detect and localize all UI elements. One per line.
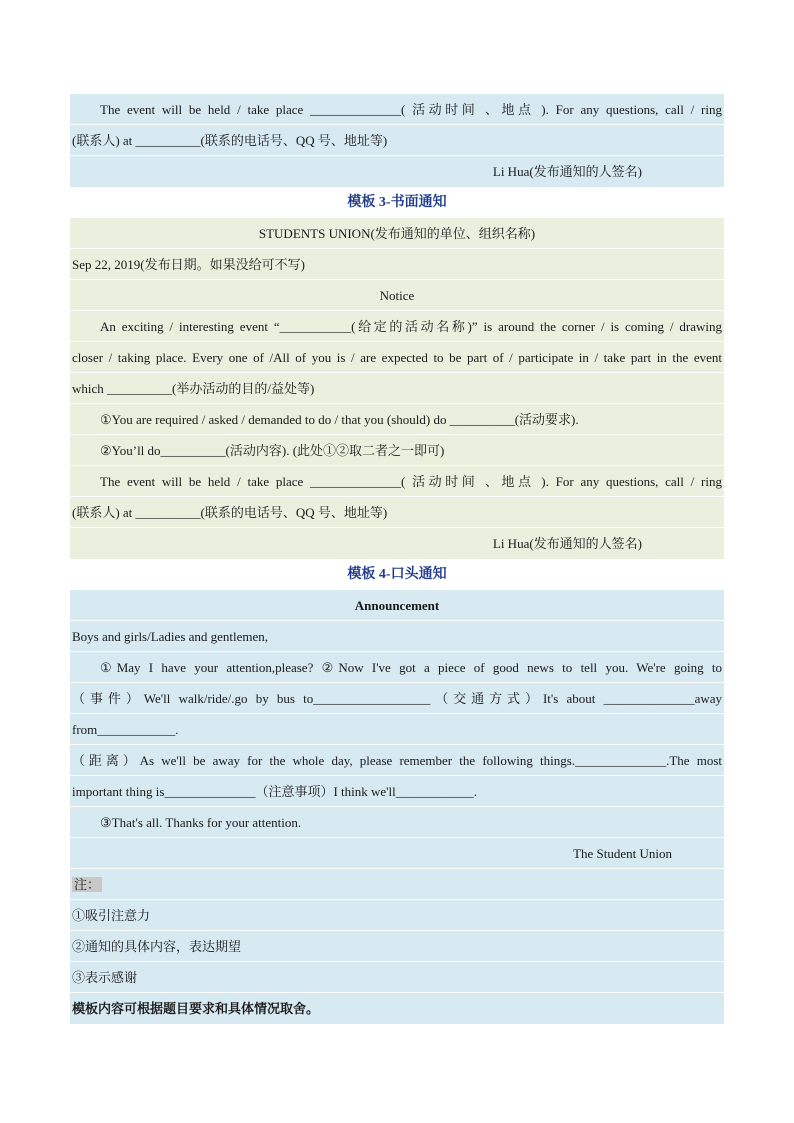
template2-tail-block [70,94,724,187]
template4-block [70,590,724,1024]
template3-signature: Li Hua(发布通知的人签名) [492,536,642,551]
notes-label: 注： [74,877,101,892]
template4-line2: （事件）We'll walk/ride/.go by bus to__________________（交通方式）It's about ______________away [70,683,724,714]
template3-event-line: The event will be held / take place ______________( 活动时间 、地点 ). For any questions, call / ring [70,466,724,497]
template4-line4: （距离）As we'll be away for the whole day, please remember the following things.______________.The most [70,745,724,776]
notes-label-row [70,869,724,900]
template4-line5: important thing is______________（注意事项）I think we'll____________. [70,776,724,807]
template3-p1-line2: closer / taking place. Every one of /All of you is / are expected to be part of / participate in / take part in the event [70,342,724,373]
template3-block [70,218,724,559]
template3-content: ②You’ll do__________(活动内容). (此处①②取二者之一即可) [70,435,724,466]
template3-title: Notice [70,280,724,311]
document-page [70,94,724,1024]
template3-contact-line: (联系人) at __________(联系的电话号、QQ 号、地址等) [70,497,724,528]
notes-final: 模板内容可根据题目要求和具体情况取舍。 [72,1001,320,1016]
template3-p1-line3: which __________(举办活动的目的/益处等) [70,373,724,404]
note-item-1: ①吸引注意力 [70,900,724,931]
template2-signature: Li Hua(发布通知的人签名) [492,164,642,179]
template4-line1: ①May I have your attention,please? ②Now I've got a piece of good news to tell you. We're going to [70,652,724,683]
template3-requirement: ①You are required / asked / demanded to do / that you (should) do __________(活动要求). [70,404,724,435]
template4-line6: ③That's all. Thanks for your attention. [70,807,724,838]
template4-signature: The Student Union [70,838,724,869]
template4-line3: from____________. [70,714,724,745]
template3-p1-line1: An exciting / interesting event “___________(给定的活动名称)” is around the corner / is coming / drawing [70,311,724,342]
template3-date: Sep 22, 2019(发布日期。如果没给可不写) [70,249,724,280]
template3-heading: 模板 3-书面通知 [347,195,447,210]
template4-greeting: Boys and girls/Ladies and gentlemen, [70,621,724,652]
template3-org: STUDENTS UNION(发布通知的单位、组织名称) [70,218,724,249]
template4-heading: 模板 4-口头通知 [347,567,447,582]
note-item-2: ②通知的具体内容，表达期望 [70,931,724,962]
template2-event-line: The event will be held / take place ______________( 活动时间 、地点 ). For any questions, call / ring [70,94,724,125]
template2-contact-line: (联系人) at __________(联系的电话号、QQ 号、地址等) [70,125,724,156]
template4-title: Announcement [70,590,724,621]
note-item-3: ③表示感谢 [70,962,724,993]
